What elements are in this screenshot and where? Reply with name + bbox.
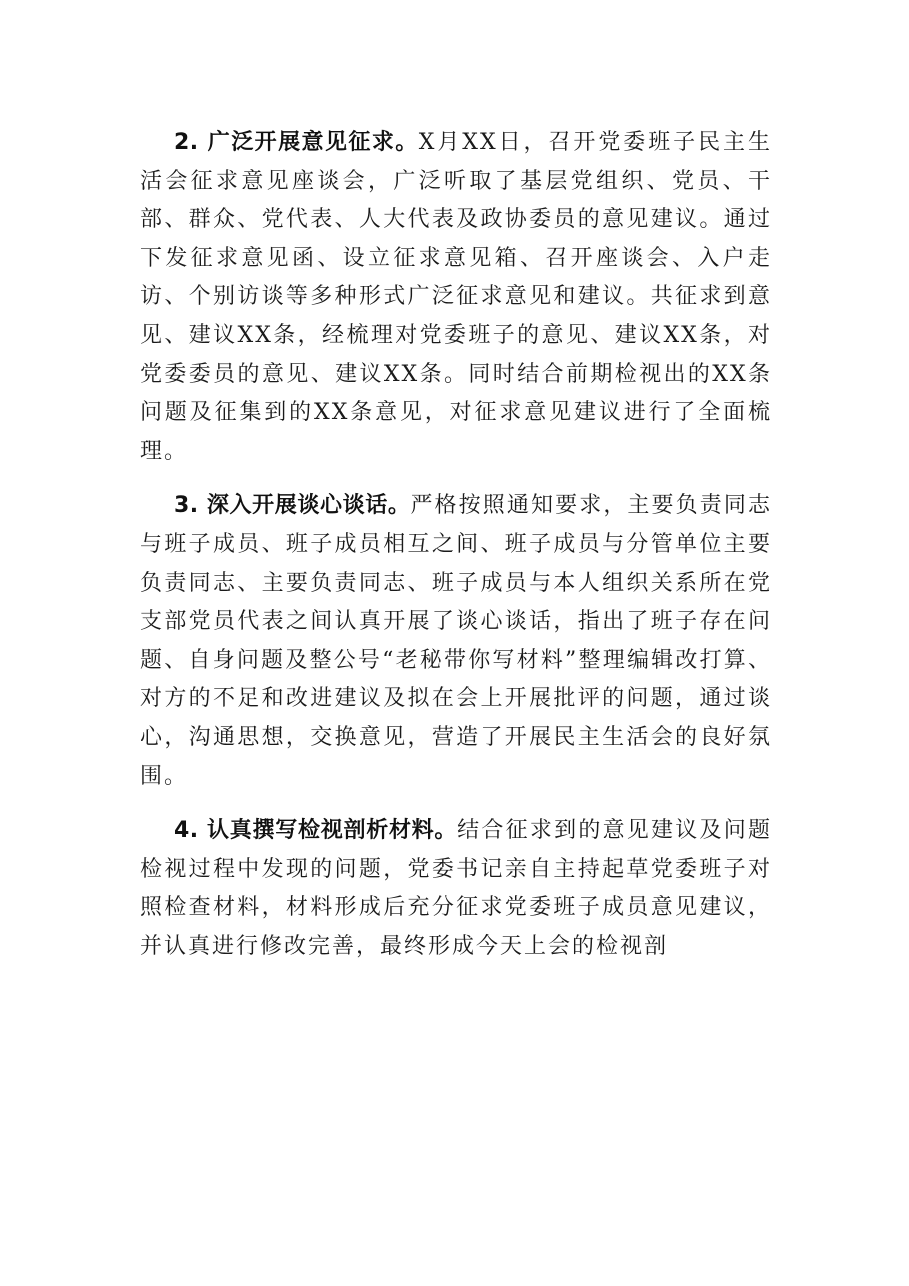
document-body <box>140 124 772 982</box>
section-heading: 3. 深入开展谈心谈话。 <box>174 493 411 519</box>
section-body: X月XX日，召开党委班子民主生活会征求意见座谈会，广泛听取了基层党组织、党员、干部、群众、党代表、人大代表及政协委员的意见建议。通过下发征求意见函、设立征求意见箱、召开座谈会、入户走访、个别访谈等多种形式广泛征求意见和建议。共征求到意见、建议XX条，经梳理对党委班子的意见、建议XX条，对党委委员的意见、建议XX条。同时结合前期检视出的XX条问题及征集到的XX条意见，对征求意见建议进行了全面梳理。 <box>140 130 772 464</box>
section-heading: 4. 认真撰写检视剖析材料。 <box>174 818 458 844</box>
paragraph-section-3 <box>140 487 772 796</box>
section-body: 结合征求到的意见建议及问题检视过程中发现的问题，党委书记亲自主持起草党委班子对照检查材料，材料形成后充分征求党委班子成员意见建议，并认真进行修改完善，最终形成今天上会的检视剖 <box>140 818 772 959</box>
section-body: 严格按照通知要求，主要负责同志与班子成员、班子成员相互之间、班子成员与分管单位主要负责同志、主要负责同志、班子成员与本人组织关系所在党支部党员代表之间认真开展了谈心谈话，指出了班子存在问题、自身问题及整公号“老秘带你写材料”整理编辑改打算、对方的不足和改进建议及拟在会上开展批评的问题，通过谈心，沟通思想，交换意见，营造了开展民主生活会的良好氛围。 <box>140 493 772 789</box>
paragraph-section-2 <box>140 124 772 471</box>
paragraph-section-4 <box>140 812 772 966</box>
section-heading: 2. 广泛开展意见征求。 <box>174 130 419 155</box>
